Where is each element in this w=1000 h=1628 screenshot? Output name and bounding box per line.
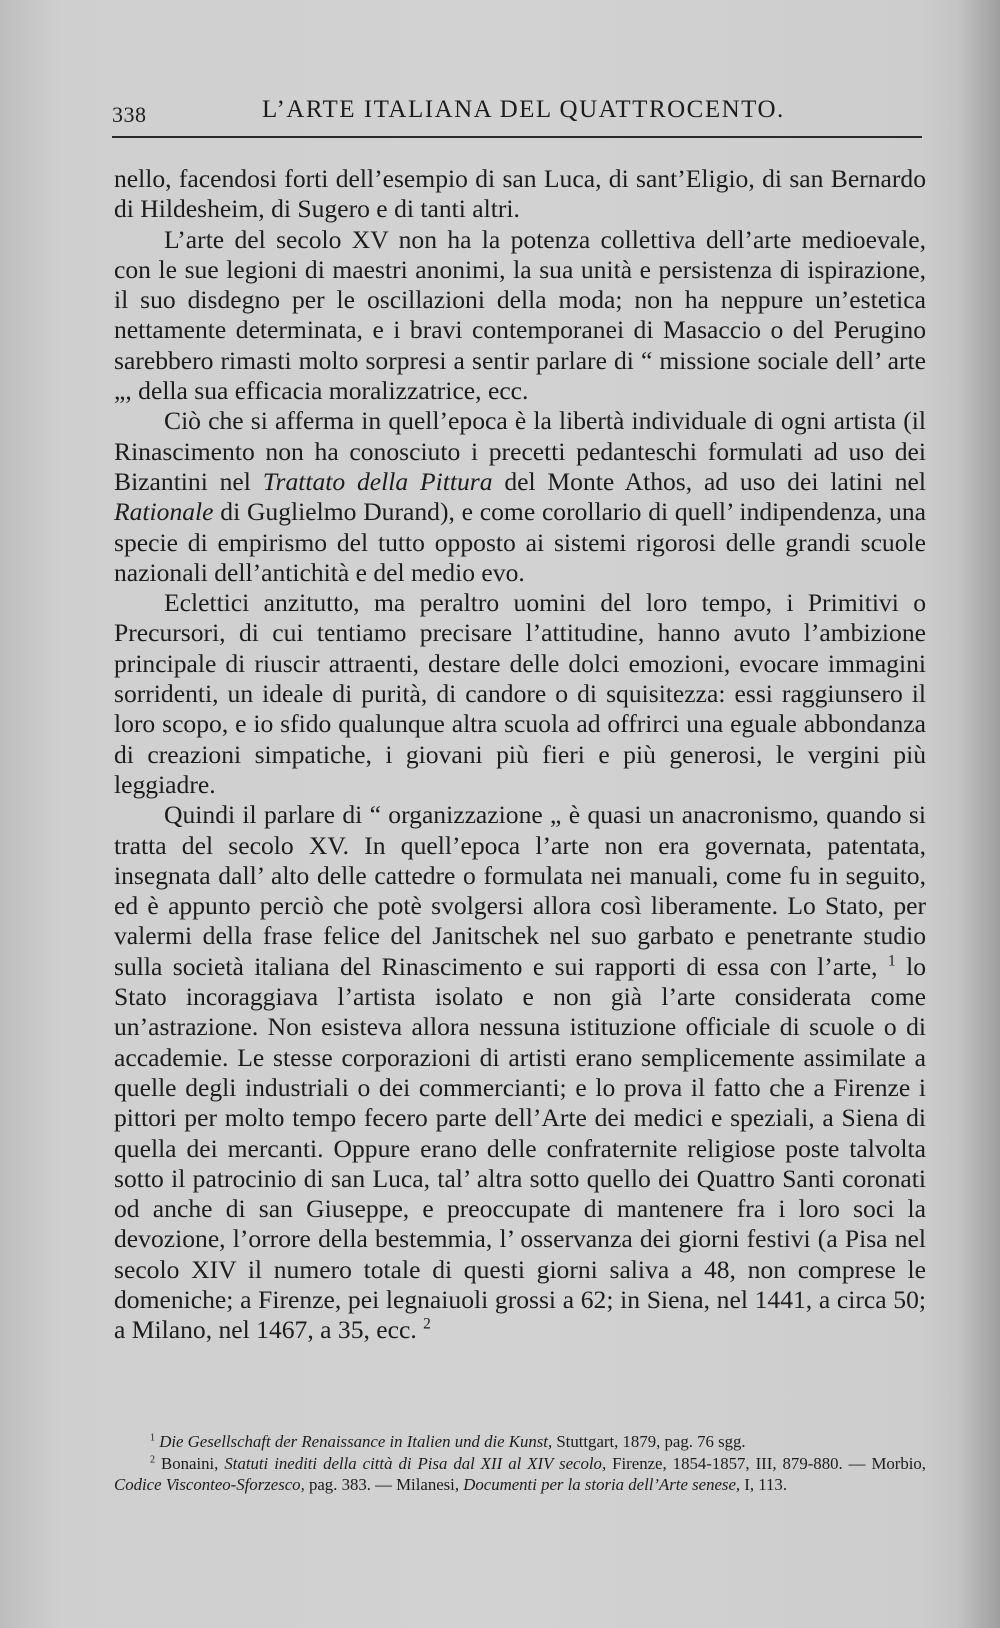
paragraph-3-text-c: di Guglielmo Durand), e come corollario di quell’ indipendenza, una specie di empirismo del tutto opposto ai sistemi rigorosi delle grandi scuole nazionali dell’antichità e del medio evo.	[114, 497, 926, 587]
paragraph-2-text: L’arte del secolo XV non ha la potenza collettiva dell’arte medioevale, con le sue legioni di maestri anonimi, la sua unità e persistenza di ispirazione, il suo disdegno per le oscillazioni della moda; non ha neppure un’estetica nettamente determinata, e i bravi contemporanei di Masaccio o del Perugino sarebbero rimasti molto sorpresi a sentir parlare di “ missione sociale dell’ arte „, della sua efficacia moralizzatrice, ecc.	[114, 224, 926, 406]
paragraph-1	[114, 164, 926, 225]
footnote-2	[114, 1453, 926, 1496]
footnote-2-mark: 2	[150, 1453, 156, 1465]
footnote-1	[114, 1431, 926, 1453]
footnote-2-text-b: Firenze, 1854-1857, III, 879-880. — Morbio,	[606, 1453, 926, 1473]
header-rule	[112, 136, 922, 138]
page-number: 338	[112, 102, 147, 127]
footnote-1-text: Stuttgart, 1879, pag. 76 sgg.	[552, 1432, 746, 1451]
footnote-1-title: Die Gesellschaft der Renaissance in Italien und die Kunst,	[159, 1432, 553, 1451]
paragraph-2	[114, 225, 926, 407]
footnote-1-mark: 1	[150, 1432, 156, 1444]
footnote-2-title-statuti: Statuti inediti della città di Pisa dal XII al XIV secolo,	[224, 1453, 607, 1473]
paragraph-5	[114, 800, 926, 1345]
footnote-2-title-documenti: Documenti per la storia dell’Arte senese,	[463, 1475, 741, 1494]
footnote-2-text-d: I, 113.	[740, 1475, 788, 1494]
title-trattato-della-pittura: Trattato della Pittura	[262, 466, 493, 496]
paragraph-3-text-a: Ciò che si afferma in quell’epoca è la libertà individuale di ogni artista (il Rinascimento non ha conosciuto i precetti pedanteschi formulati ad uso dei Bizantini nel	[114, 406, 926, 496]
paragraph-5-text-b: lo Stato incoraggiava l’artista isolato e non già l’arte considerata come un’astrazione. Non esisteva allora nessuna istituzione officiale di scuole o di accademie. Le stesse corporazioni di artisti erano semplicemente assimilate a quelle degli industriali o dei commercianti; e lo prova il fatto che a Firenze i pittori per molto tempo fecero parte dell’Arte dei medici e speziali, a Siena di quella dei mercanti. Oppure erano delle confraternite religiose poste talvolta sotto il patrocinio di san Luca, tal’ altra sotto quello dei Quattro Santi coronati od anche di san Giuseppe, e preoccupate di mantenere fra i loro soci la devozione, l’orrore della bestemmia, l’ osservanza dei giorni festivi (a Pisa nel secolo XIV il numero totale di questi giorni saliva a 48, non comprese le domeniche; a Firenze, pei legnaiuoli grossi a 62; in Siena, nel 1441, a circa 50; a Milano, nel 1467, a 35, ecc.	[114, 951, 926, 1345]
footnote-ref-1: 1	[887, 952, 896, 970]
paragraph-1-text: nello, facendosi forti dell’esempio di san Luca, di sant’Eligio, di san Bernardo di Hildesheim, di Sugero e di tanti altri.	[114, 164, 926, 224]
footnote-2-text-a: Bonaini,	[155, 1453, 225, 1473]
running-title: L’ARTE ITALIANA DEL QUATTROCENTO.	[262, 96, 785, 123]
title-rationale: Rationale	[114, 497, 214, 527]
paragraph-3-text-b: del Monte Athos, ad uso dei latini nel	[492, 466, 926, 496]
body-text	[114, 164, 926, 1346]
paragraph-4-text: Eclettici anzitutto, ma peraltro uomini del loro tempo, i Primitivi o Precursori, di cui tentiamo precisare l’attitudine, hanno avuto l’ambizione principale di riuscir attraenti, destare delle dolci emozioni, evocare immagini sorridenti, un ideale di purità, di candore o di squisitezza: essi raggiunsero il loro scopo, e io sfido qualunque altra scuola ad offrirci una eguale abbondanza di creazioni simpatiche, i giovani più fieri e più generosi, le vergini più leggiadre.	[114, 588, 926, 799]
paragraph-4	[114, 588, 926, 800]
footnotes	[114, 1431, 926, 1496]
page-header	[112, 90, 922, 130]
paragraph-5-text-a: Quindi il parlare di “ organizzazione „ è quasi un anacronismo, quando si tratta del secolo XV. In quell’epoca l’arte non era governata, patentata, insegnata dall’ alto delle cattedre o formulata nei manuali, come fu in seguito, ed è appunto perciò che potè svolgersi allora così liberamente. Lo Stato, per valermi della frase felice del Janitschek nel suo garbato e penetrante studio sulla società italiana del Rinascimento e sui rapporti di essa con l’arte,	[114, 800, 926, 981]
footnote-2-text-c: pag. 383. — Milanesi,	[304, 1475, 464, 1494]
paragraph-3	[114, 406, 926, 588]
footnote-2-title-codice: Codice Visconteo-Sforzesco,	[114, 1475, 305, 1494]
footnote-ref-2: 2	[423, 1315, 431, 1333]
page-edge-shadow	[960, 0, 1000, 1628]
